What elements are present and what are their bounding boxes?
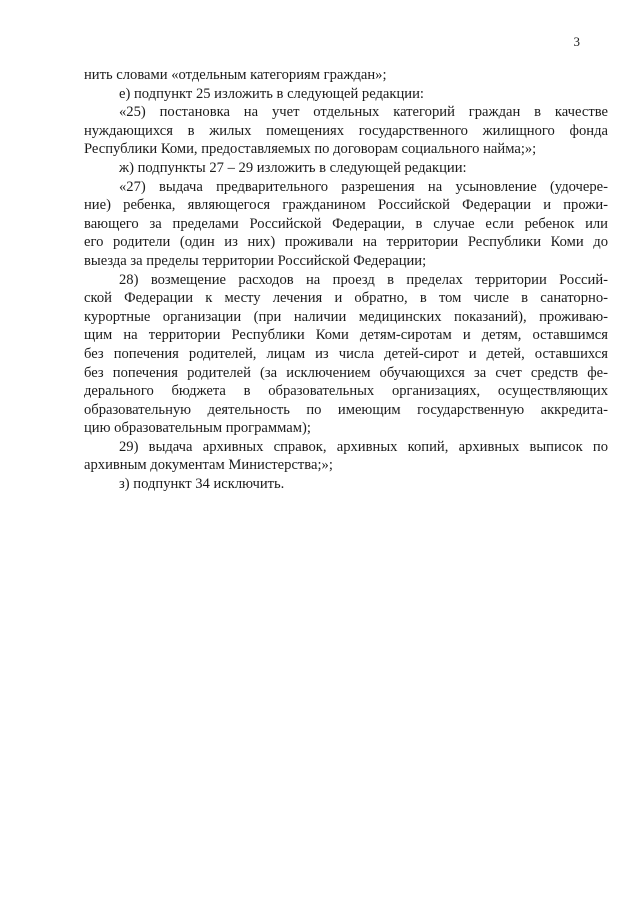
text-line: нить словами «отдельным категориям граждан»; bbox=[84, 67, 387, 83]
text-line: «25) постановка на учет отдельных категорий граждан в качестве bbox=[119, 104, 608, 121]
text-line: ние) ребенка, являющегося гражданином Российской Федерации и прожи- bbox=[84, 197, 608, 214]
text-line: «27) выдача предварительного разрешения на усыновление (удочере- bbox=[119, 178, 608, 195]
text-line: щим на территории Республики Коми детям-сиротам и детям, оставшимся bbox=[84, 327, 608, 344]
text-line: дерального бюджета в образовательных организациях, осуществляющих bbox=[84, 383, 608, 400]
text-line: без попечения родителей, лицам из числа детей-сирот и детей, оставшихся bbox=[84, 345, 608, 362]
page-number: 3 bbox=[573, 34, 580, 49]
text-line: курортные организации (при наличии медицинских показаний), проживаю- bbox=[84, 308, 608, 325]
text-line: 29) выдача архивных справок, архивных копий, архивных выписок по bbox=[119, 438, 608, 455]
text-line: вающего за пределами Российской Федерации, в случае если ребенок или bbox=[84, 215, 608, 232]
text-line: Республики Коми, предоставляемых по договорам социального найма;»; bbox=[84, 141, 537, 158]
text-line: ской Федерации к месту лечения и обратно, в том числе в санаторно- bbox=[84, 290, 608, 307]
text-line: выезда за пределы территории Российской Федерации; bbox=[84, 252, 427, 269]
text-line: 28) возмещение расходов на проезд в пределах территории Россий- bbox=[119, 271, 608, 288]
text-line: ж) подпункты 27 – 29 изложить в следующей редакции: bbox=[119, 159, 467, 176]
document-body bbox=[84, 66, 608, 494]
text-line: его родители (один из них) проживали на территории Республики Коми до bbox=[84, 234, 608, 251]
text-line: з) подпункт 34 исключить. bbox=[119, 476, 285, 493]
text-line: образовательную деятельность по имеющим государственную аккредита- bbox=[84, 401, 608, 418]
text-line: цию образовательным программам); bbox=[84, 420, 311, 437]
text-line: нуждающихся в жилых помещениях государственного жилищного фонда bbox=[84, 122, 608, 139]
text-line: без попечения родителей (за исключением обучающихся за счет средств фе- bbox=[84, 364, 608, 381]
text-line: е) подпункт 25 изложить в следующей редакции: bbox=[119, 85, 424, 102]
text-line: архивным документам Министерства;»; bbox=[84, 457, 333, 474]
